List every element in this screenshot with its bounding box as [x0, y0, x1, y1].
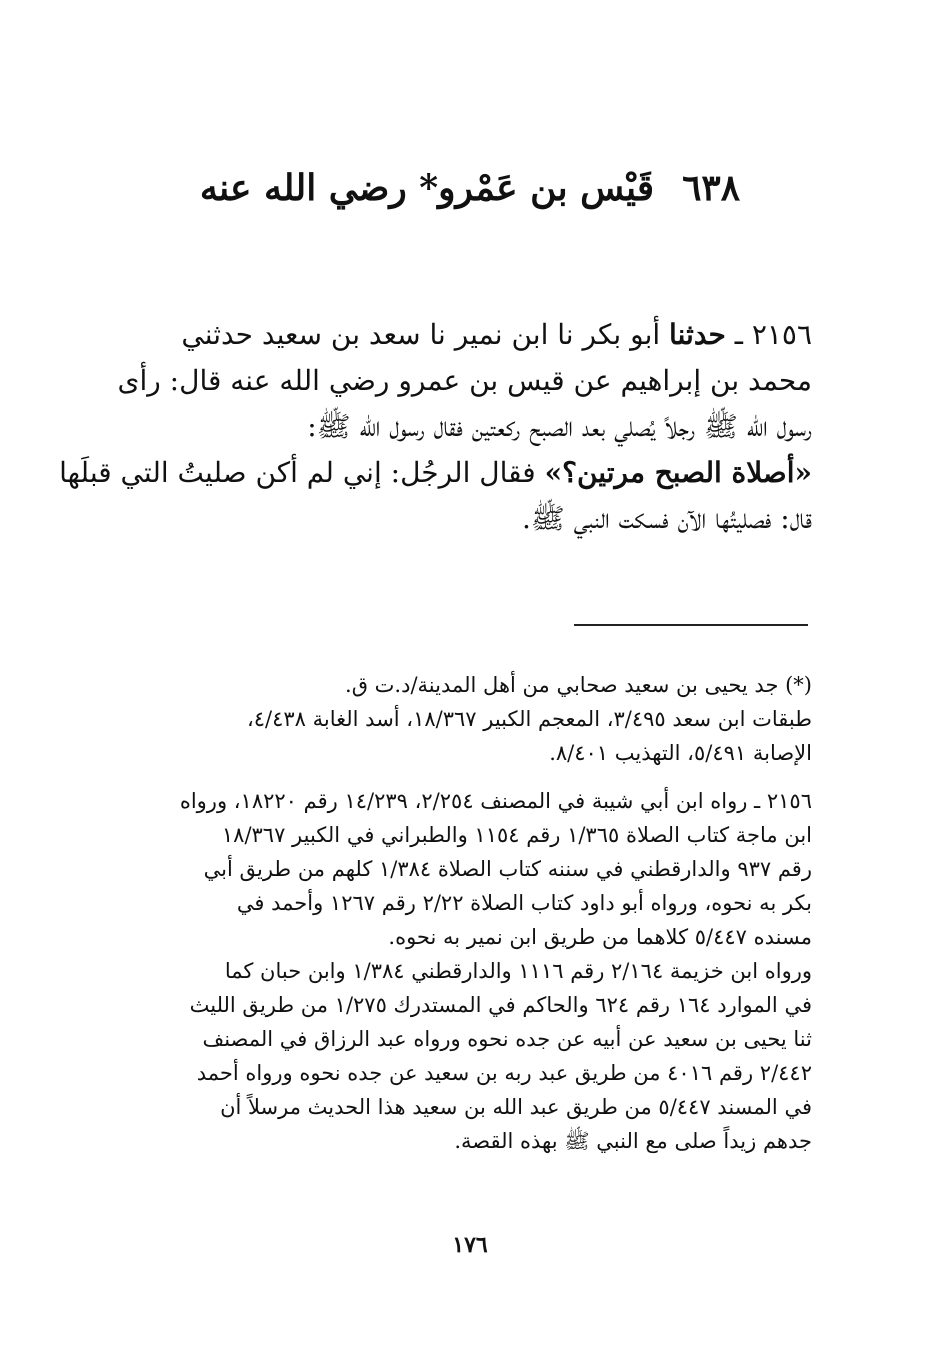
footnote-star-line: الإصابة ٥/٤٩١، التهذيب ٨/٤٠١. [549, 741, 812, 765]
footnote-2156-line: رقم ٩٣٧ والدارقطني في سننه كتاب الصلاة ١/٣٨٤ كلهم من طريق أبي [203, 857, 812, 881]
footnote-2156-line: جدهم زيداً صلى مع النبي ﷺ بهذه القصة. [454, 1129, 812, 1153]
footnote-2156-line: في المسند ٥/٤٤٧ من طريق عبد الله بن سعيد هذا الحديث مرسلاً أن [220, 1095, 812, 1119]
footnotes [136, 668, 812, 1158]
hadith-line-4-text: فقال الرجُل: إني لم أكن صليتُ التي قبلَها [59, 456, 536, 489]
footnote-2156-line: ورواه ابن خزيمة ٢/١٦٤ رقم ١١١٦ والدارقطني ١/٣٨٤ وابن حبان كما [224, 959, 812, 983]
footnote-2156-line: ٢/٤٤٢ رقم ٤٠١٦ من طريق عبد ربه بن سعيد عن جده نحوه ورواه أحمد [196, 1061, 812, 1085]
footnote-star-line: طبقات ابن سعد ٣/٤٩٥، المعجم الكبير ١٨/٣٦٧، أسد الغابة ٤/٤٣٨، [246, 707, 812, 731]
hadith-line-4 [59, 450, 812, 496]
footnote-2156-line: ثنا يحيى بن سعيد عن أبيه عن جده نحوه ورواه عبد الرزاق في المصنف [202, 1027, 812, 1051]
hadith-number: ٢١٥٦ ـ [734, 318, 812, 351]
hadith-line-1-text: أبو بكر نا ابن نمير نا سعد بن سعيد حدثني [181, 318, 661, 351]
footnote-2156-line: مسنده ٥/٤٤٧ كلاهما من طريق ابن نمير به نحوه. [388, 925, 812, 949]
hadith-line-1 [136, 312, 812, 358]
footnote-2156 [136, 784, 812, 1158]
footnote-2156-line: بكر به نحوه، ورواه أبو داود كتاب الصلاة ٢/٢٢ رقم ١٢٦٧ وأحمد في [236, 891, 812, 915]
hadith-text [59, 312, 812, 542]
footnote-gap [136, 770, 812, 784]
page-number: ١٧٦ [452, 1232, 488, 1258]
footnote-2156-line: في الموارد ١٦٤ رقم ٦٢٤ والحاكم في المستدرك ١/٢٧٥ من طريق الليث [189, 993, 812, 1017]
chapter-heading [150, 158, 790, 218]
footnote-2156-line: ابن ماجة كتاب الصلاة ١/٣٦٥ رقم ١١٥٤ والطبراني في الكبير ١٨/٣٦٧ [221, 823, 812, 847]
hadith-quote: «أصلاة الصبح مرتين؟» [544, 456, 812, 489]
hadith-line-3: رسول الله ﷺ رجلاً يُصلي بعد الصبح ركعتين فقال رسول الله ﷺ: [307, 410, 812, 443]
hadith-line-5: قال: فصليتُها الآن فسكت النبي ﷺ. [522, 502, 812, 535]
footnote-2156-line: ٢١٥٦ ـ رواه ابن أبي شيبة في المصنف ٢/٢٥٤، ١٤/٢٣٩ رقم ١٨٢٢٠، ورواه [179, 789, 812, 813]
chapter-title: قَيْس بن عَمْرو* رضي الله عنه [199, 167, 655, 209]
chapter-number: ٦٣٨ [682, 167, 741, 209]
footnote-divider [574, 624, 808, 626]
hadith-lead-word: حدثنا [669, 318, 726, 351]
footnote-star [136, 668, 812, 770]
footnote-star-line: (*) جد يحيى بن سعيد صحابي من أهل المدينة/د.ت ق. [345, 673, 812, 697]
hadith-line-2: محمد بن إبراهيم عن قيس بن عمرو رضي الله عنه قال: رأى [117, 364, 812, 397]
